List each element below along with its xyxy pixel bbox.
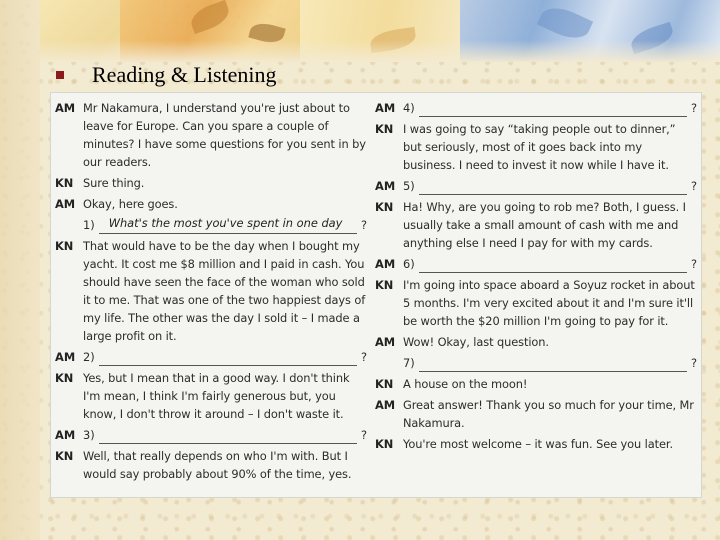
- dialogue-line: [375, 120, 697, 174]
- left-decorative-strip: [0, 0, 40, 540]
- question-number: 6): [403, 257, 415, 271]
- answer-line: [99, 216, 357, 234]
- question-blank: [55, 216, 367, 234]
- answer-line: [419, 103, 687, 117]
- speaker-label: AM: [375, 101, 396, 115]
- bullet-icon: [56, 71, 64, 79]
- question-blank: [375, 99, 697, 117]
- dialogue-line: [375, 276, 697, 330]
- speaker-label: KN: [375, 122, 394, 136]
- speaker-label: KN: [55, 239, 74, 253]
- speaker-label: KN: [55, 449, 74, 463]
- answer-line: [419, 181, 687, 195]
- question-mark: ?: [690, 101, 697, 115]
- dialogue-text: You're most welcome – it was fun. See you later.: [403, 437, 673, 451]
- speaker-label: AM: [55, 350, 76, 364]
- dialogue-text: Wow! Okay, last question.: [403, 335, 549, 349]
- dialogue-text: I was going to say “taking people out to dinner,” but seriously, most of it goes back into my business. I need to invest it now while I have it.: [403, 122, 676, 172]
- answer-line: [99, 352, 357, 366]
- question-mark: ?: [360, 428, 367, 442]
- speaker-label: AM: [375, 179, 396, 193]
- dialogue-text: Great answer! Thank you so much for your time, Mr Nakamura.: [403, 398, 694, 430]
- dialogue-line: [55, 99, 367, 171]
- dialogue-text: Okay, here goes.: [83, 197, 178, 211]
- answer-line: [419, 358, 687, 372]
- dialogue-line: [55, 174, 367, 192]
- question-mark: ?: [360, 218, 367, 232]
- question-blank: [55, 426, 367, 444]
- question-blank: [375, 354, 697, 372]
- question-number: 7): [403, 356, 415, 370]
- question-number: 2): [83, 350, 95, 364]
- speaker-label: AM: [375, 257, 396, 271]
- dialogue-line: [55, 369, 367, 423]
- speaker-label: KN: [375, 437, 394, 451]
- dialogue-column-right: [375, 99, 697, 456]
- dialogue-line: [375, 375, 697, 393]
- question-mark: ?: [360, 350, 367, 364]
- speaker-label: KN: [55, 176, 74, 190]
- dialogue-text: Yes, but I mean that in a good way. I don't think I'm mean, I think I'm fairly generous but, you know, I don't throw it around – I don't waste it.: [83, 371, 350, 421]
- question-number: 1): [83, 218, 95, 232]
- speaker-label: AM: [55, 101, 75, 115]
- dialogue-line: [55, 237, 367, 345]
- decorative-banner: [40, 0, 720, 62]
- dialogue-text: I'm going into space aboard a Soyuz rocket in about 5 months. I'm very excited about it and I'm sure it'll be worth the $20 million I'm going to pay for it.: [403, 278, 695, 328]
- answer-line: [419, 259, 687, 273]
- example-answer: What's the most you've spent in one day: [108, 216, 343, 230]
- question-mark: ?: [690, 356, 697, 370]
- question-number: 3): [83, 428, 95, 442]
- dialogue-column-left: [55, 99, 367, 486]
- question-number: 5): [403, 179, 415, 193]
- speaker-label: KN: [375, 200, 394, 214]
- speaker-label: AM: [55, 428, 76, 442]
- speaker-label: KN: [55, 371, 74, 385]
- question-number: 4): [403, 101, 415, 115]
- dialogue-line: [55, 195, 367, 213]
- dialogue-line: [55, 447, 367, 483]
- dialogue-text: That would have to be the day when I bought my yacht. It cost me $8 million and I paid in cash. You should have seen the face of the woman who sold it to me. That was one of the two happiest days of my life. The other was the day I sold it – I made a large profit on it.: [83, 239, 366, 343]
- speaker-label: AM: [375, 398, 395, 412]
- dialogue-line: [375, 198, 697, 252]
- slide-title: Reading & Listening: [92, 62, 277, 87]
- dialogue-text: Well, that really depends on who I'm with. But I would say probably about 90% of the time, yes.: [83, 449, 352, 481]
- dialogue-line: [375, 435, 697, 453]
- question-blank: [375, 255, 697, 273]
- speaker-label: KN: [375, 278, 394, 292]
- dialogue-text: Sure thing.: [83, 176, 145, 190]
- question-mark: ?: [690, 257, 697, 271]
- speaker-label: AM: [55, 197, 75, 211]
- dialogue-line: [375, 396, 697, 432]
- speaker-label: AM: [375, 335, 395, 349]
- question-blank: [375, 177, 697, 195]
- dialogue-panel: [50, 92, 702, 498]
- speaker-label: KN: [375, 377, 394, 391]
- dialogue-text: Mr Nakamura, I understand you're just about to leave for Europe. Can you spare a couple of minutes? I have some questions for you sent in by our readers.: [83, 101, 366, 169]
- dialogue-line: [375, 333, 697, 351]
- question-blank: [55, 348, 367, 366]
- dialogue-text: A house on the moon!: [403, 377, 528, 391]
- dialogue-text: Ha! Why, are you going to rob me? Both, I guess. I usually take a small amount of cash with me and anything else I need I pay for with my cards.: [403, 200, 686, 250]
- answer-line: [99, 430, 357, 444]
- question-mark: ?: [690, 179, 697, 193]
